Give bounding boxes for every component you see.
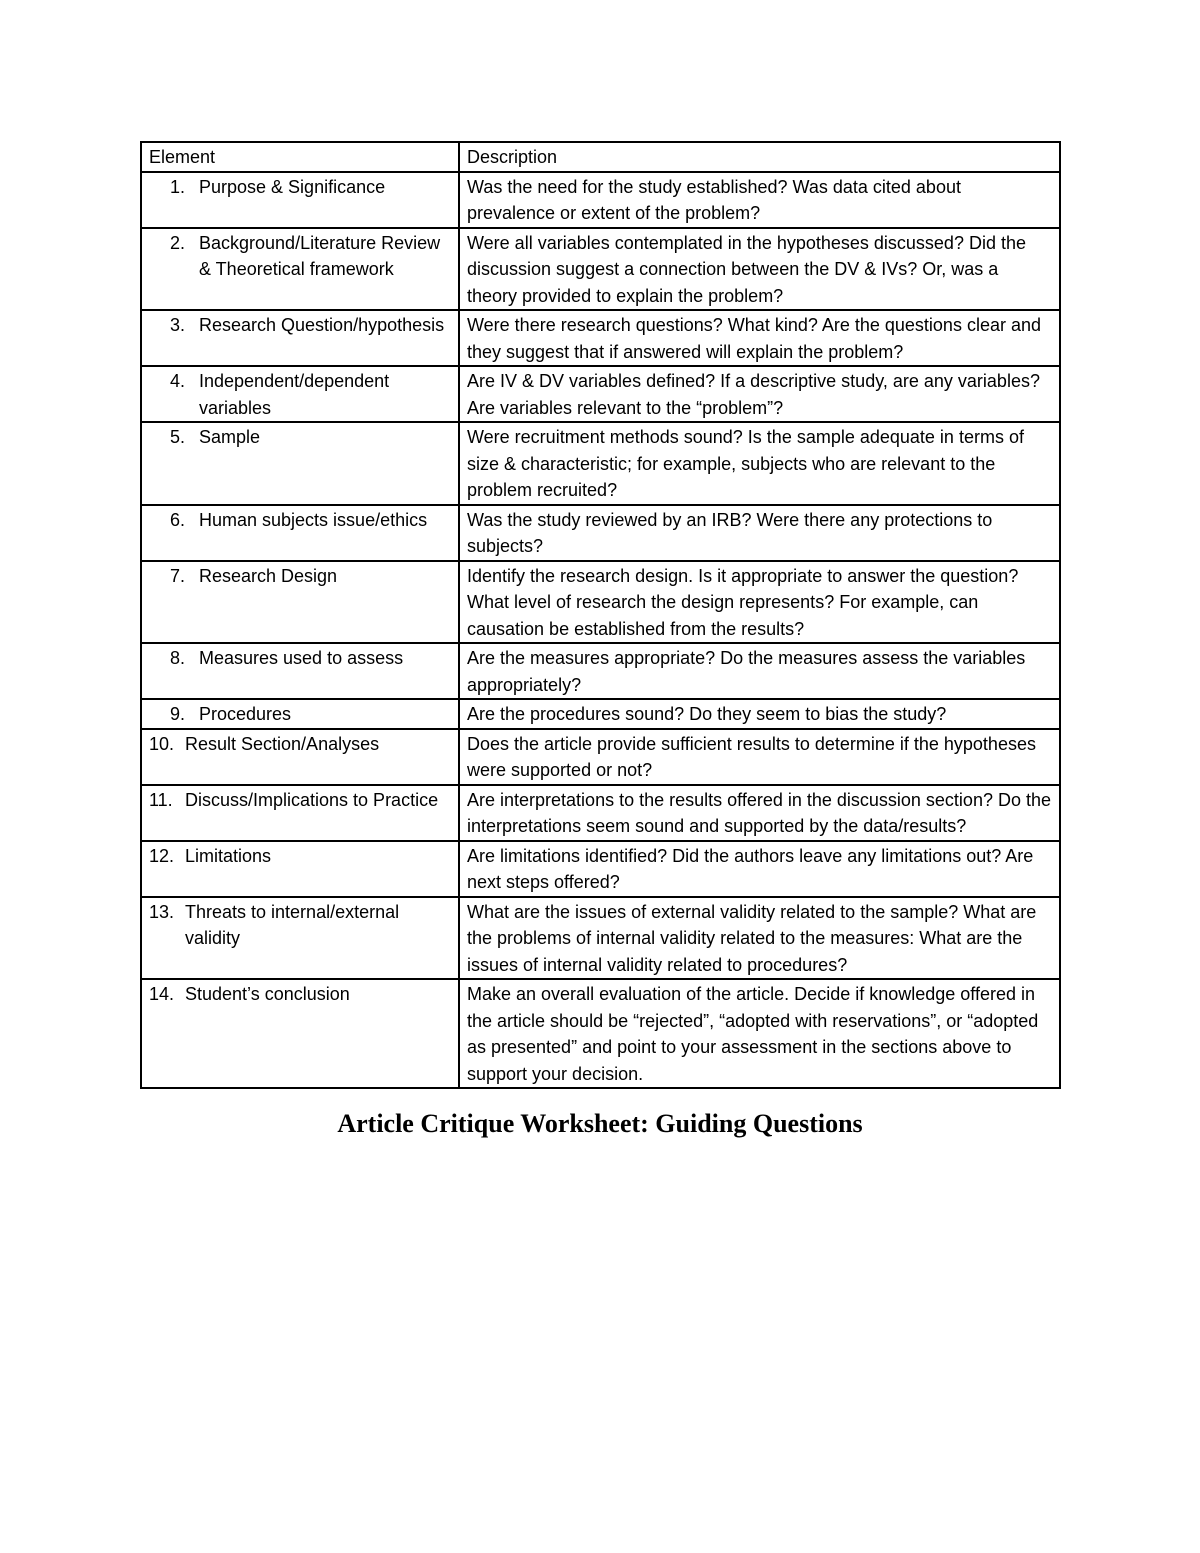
element-cell (141, 729, 459, 785)
element-cell (141, 979, 459, 1088)
element-label: Limitations (185, 845, 272, 866)
description-cell: Are IV & DV variables defined? If a descriptive study, are any variables? Are variables relevant to the “problem”? (459, 366, 1060, 422)
element-label: Research Question/hypothesis (199, 315, 445, 335)
table-row (141, 561, 1060, 644)
element-label: Result Section/Analyses (185, 733, 380, 754)
element-cell (141, 841, 459, 897)
table-header-row (141, 142, 1060, 172)
row-number: 8. (169, 648, 185, 668)
table-row (141, 979, 1060, 1088)
element-cell (141, 643, 459, 699)
element-label: Threats to internal/external validity (185, 901, 400, 948)
element-label: Discuss/Implications to Practice (185, 789, 439, 810)
element-label: Human subjects issue/ethics (199, 509, 428, 530)
table-row (141, 643, 1060, 699)
element-cell (141, 422, 459, 505)
element-label: Background/Literature Review & Theoretical framework (199, 232, 441, 279)
element-cell (141, 366, 459, 422)
row-number: 13. (149, 901, 175, 922)
description-cell: Were all variables contemplated in the hypotheses discussed? Did the discussion suggest a connection between the DV & IVs? Or, was a theory provided to explain the problem? (459, 228, 1060, 311)
table-row (141, 422, 1060, 505)
table-row (141, 785, 1060, 841)
element-label: Independent/dependent variables (199, 371, 390, 418)
description-cell: Make an overall evaluation of the article. Decide if knowledge offered in the article should be “rejected”, “adopted with reservations”, or “adopted as presented” and point to your assessment in the sections above to support your decision. (459, 979, 1060, 1088)
element-label: Procedures (199, 704, 292, 724)
description-cell: Does the article provide sufficient results to determine if the hypotheses were supported or not? (459, 729, 1060, 785)
row-number: 10. (149, 733, 175, 754)
table-row (141, 505, 1060, 561)
element-cell (141, 785, 459, 841)
description-cell: Are interpretations to the results offered in the discussion section? Do the interpretations seem sound and supported by the data/results? (459, 785, 1060, 841)
table-row (141, 841, 1060, 897)
element-cell (141, 310, 459, 366)
description-cell: Identify the research design. Is it appropriate to answer the question? What level of research the design represents? For example, can causation be established from the results? (459, 561, 1060, 644)
table-row (141, 897, 1060, 980)
element-label: Purpose & Significance (199, 176, 386, 197)
element-label: Research Design (199, 565, 338, 586)
description-cell: Were recruitment methods sound? Is the sample adequate in terms of size & characteristic; for example, subjects who are relevant to the problem recruited? (459, 422, 1060, 505)
row-number: 7. (169, 565, 185, 586)
row-number: 12. (149, 845, 175, 866)
element-label: Student’s conclusion (185, 984, 350, 1004)
table-row (141, 699, 1060, 729)
table-row (141, 172, 1060, 228)
row-number: 9. (169, 704, 185, 724)
description-cell: Were there research questions? What kind? Are the questions clear and they suggest that if answered will explain the problem? (459, 310, 1060, 366)
row-number: 11. (149, 789, 173, 810)
element-cell (141, 228, 459, 311)
description-cell: Are the procedures sound? Do they seem to bias the study? (459, 699, 1060, 729)
description-cell: What are the issues of external validity related to the sample? What are the problems of internal validity related to the measures: What are the issues of internal validity related to procedures? (459, 897, 1060, 980)
table-row (141, 310, 1060, 366)
element-label: Sample (199, 427, 261, 447)
element-label: Measures used to assess (199, 648, 404, 668)
element-cell (141, 505, 459, 561)
description-cell: Are the measures appropriate? Do the measures assess the variables appropriately? (459, 643, 1060, 699)
critique-table (140, 141, 1061, 1089)
header-element: Element (141, 142, 459, 172)
element-cell (141, 172, 459, 228)
header-description: Description (459, 142, 1060, 172)
row-number: 14. (149, 984, 175, 1004)
row-number: 4. (169, 371, 185, 391)
worksheet-page (140, 141, 1059, 1089)
row-number: 6. (169, 509, 185, 530)
table-row (141, 729, 1060, 785)
row-number: 2. (169, 232, 185, 253)
element-cell (141, 897, 459, 980)
description-cell: Was the need for the study established? Was data cited about prevalence or extent of the problem? (459, 172, 1060, 228)
description-cell: Was the study reviewed by an IRB? Were there any protections to subjects? (459, 505, 1060, 561)
element-cell (141, 561, 459, 644)
row-number: 1. (169, 176, 185, 197)
description-cell: Are limitations identified? Did the authors leave any limitations out? Are next steps offered? (459, 841, 1060, 897)
element-cell (141, 699, 459, 729)
table-row (141, 228, 1060, 311)
row-number: 3. (169, 315, 185, 335)
table-row (141, 366, 1060, 422)
row-number: 5. (169, 427, 185, 447)
worksheet-caption: Article Critique Worksheet: Guiding Questions (337, 1109, 863, 1138)
